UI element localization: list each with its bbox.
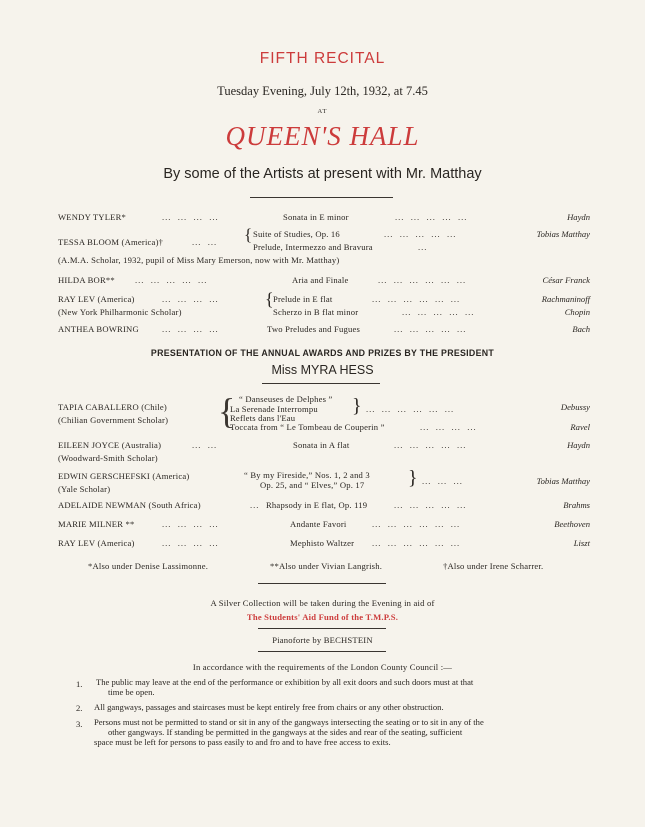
pianoforte-line: Pianoforte by BECHSTEIN (272, 635, 373, 645)
at-label: AT (317, 108, 328, 115)
footnote: **Also under Vivian Langrish. (270, 561, 383, 571)
piece: Sonata in E minor (283, 212, 349, 222)
composer: Rachmaninoff (541, 294, 590, 304)
divider (262, 383, 380, 384)
subtitle: By some of the Artists at present with Mr. Matthay (163, 166, 482, 182)
collection-line: A Silver Collection will be taken during the Evening in aid of (210, 598, 435, 608)
composer: Brahms (563, 500, 590, 510)
performer: ADELAIDE NEWMAN (South Africa) (58, 500, 201, 510)
brace: { (218, 391, 236, 431)
leader-dots: ... (250, 500, 260, 510)
performer: WENDY TYLER* (58, 212, 127, 222)
composer: Bach (572, 324, 590, 334)
composer: Beethoven (554, 519, 590, 529)
brace: { (265, 289, 274, 309)
performer: EILEEN JOYCE (Australia) (58, 440, 162, 450)
piece: Andante Favori (290, 519, 347, 529)
piece: Toccata from “ Le Tombeau de Couperin ” (230, 422, 385, 432)
piece: Prelude in E flat (273, 294, 333, 304)
piece: Scherzo in B flat minor (273, 307, 359, 317)
composer: Tobias Matthay (536, 476, 590, 486)
brace: } (352, 395, 362, 417)
leader-dots: ... ... ... ... ... ... (372, 538, 461, 548)
divider (250, 197, 393, 198)
piece: Sonata in A flat (293, 440, 350, 450)
performer-note: (Yale Scholar) (58, 484, 111, 494)
piece: Suite of Studies, Op. 16 (253, 229, 340, 239)
piece: La Serenade Interrompu (230, 404, 318, 414)
performer: MARIE MILNER ** (58, 519, 135, 529)
divider (258, 583, 386, 584)
leader-dots: ... ... ... ... ... (402, 307, 475, 317)
leader-dots: ... ... ... ... ... (135, 275, 208, 285)
leader-dots: ... ... ... ... (162, 519, 219, 529)
brace: } (408, 467, 418, 489)
divider (258, 651, 386, 652)
leader-dots: ... ... ... ... ... ... (372, 294, 461, 304)
collection-fund: The Students' Aid Fund of the T.M.P.S. (246, 612, 399, 622)
venue-title: QUEEN'S HALL (225, 121, 420, 151)
piece: Aria and Finale (292, 275, 349, 285)
leader-dots: ... ... ... ... (162, 324, 219, 334)
regulation-line: other gangways. If standing be permitted in the gangways at the sides and rear of the seating, sufficient (108, 727, 463, 737)
composer: Liszt (573, 538, 590, 548)
performer: TESSA BLOOM (America)† (58, 237, 164, 247)
leader-dots: ... ... ... ... (420, 422, 477, 432)
recital-title: FIFTH RECITAL (259, 50, 386, 67)
performer-note: (A.M.A. Scholar, 1932, pupil of Miss Mary Emerson, now with Mr. Matthay) (58, 255, 340, 265)
performer-note: (Woodward-Smith Scholar) (58, 453, 158, 463)
piece: “ By my Fireside,” Nos. 1, 2 and 3 (244, 470, 370, 480)
leader-dots: ... ... ... ... ... (394, 500, 467, 510)
leader-dots: ... ... ... ... ... ... (372, 519, 461, 529)
leader-dots: ... (418, 242, 428, 252)
regulation-line: The public may leave at the end of the performance or exhibition by all exit doors and such doors must at that (96, 677, 474, 687)
regulation-number: 1. (76, 679, 83, 689)
performer: ANTHEA BOWRING (58, 324, 139, 334)
performer: EDWIN GERSCHEFSKI (America) (58, 471, 190, 481)
footnote: *Also under Denise Lassimonne. (88, 561, 209, 571)
performer-note: (Chilian Government Scholar) (58, 415, 169, 425)
leader-dots: ... ... ... (422, 476, 463, 486)
leader-dots: ... ... ... ... (162, 294, 219, 304)
leader-dots: ... ... ... ... ... (394, 324, 467, 334)
piece: Reflets dans l'Eau (230, 413, 296, 423)
composer: Tobias Matthay (536, 229, 590, 239)
piece: Op. 25, and “ Elves,” Op. 17 (260, 480, 365, 490)
regulation-line: All gangways, passages and staircases must be kept entirely free from chairs or any other obstruction. (94, 702, 444, 712)
regulation-number: 3. (76, 719, 83, 729)
footnote: †Also under Irene Scharrer. (443, 561, 544, 571)
regulation-line: time be open. (108, 687, 155, 697)
composer: Debussy (560, 402, 590, 412)
divider (258, 628, 386, 629)
composer: César Franck (542, 275, 590, 285)
leader-dots: ... ... ... ... (162, 212, 219, 222)
performer: HILDA BOR** (58, 275, 115, 285)
regulation-number: 2. (76, 703, 83, 713)
piece: “ Danseuses de Delphes ” (239, 394, 333, 404)
piece: Prelude, Intermezzo and Bravura (253, 242, 373, 252)
president-name: Miss MYRA HESS (271, 363, 374, 377)
date-line: Tuesday Evening, July 12th, 1932, at 7.45 (217, 84, 428, 98)
leader-dots: ... ... ... ... ... ... (378, 275, 467, 285)
leader-dots: ... ... ... ... (162, 538, 219, 548)
leader-dots: ... ... (192, 237, 218, 247)
presentation-line: PRESENTATION OF THE ANNUAL AWARDS AND PRIZES BY THE PRESIDENT (150, 348, 495, 358)
performer: RAY LEV (America) (58, 538, 135, 548)
brace: { (244, 225, 253, 244)
leader-dots: ... ... ... ... ... ... (366, 404, 455, 414)
piece: Rhapsody in E flat, Op. 119 (266, 500, 368, 510)
leader-dots: ... ... (192, 440, 218, 450)
performer-note: (New York Philharmonic Scholar) (58, 307, 182, 317)
performer: TAPIA CABALLERO (Chile) (58, 402, 167, 412)
performer: RAY LEV (America) (58, 294, 135, 304)
piece: Two Preludes and Fugues (267, 324, 361, 334)
composer: Ravel (570, 422, 590, 432)
regulation-line: space must be left for persons to pass easily to and fro and to have free access to exits. (94, 737, 391, 747)
regulations-intro: In accordance with the requirements of the London County Council :— (192, 662, 453, 672)
leader-dots: ... ... ... ... ... (395, 212, 468, 222)
piece: Mephisto Waltzer (290, 538, 355, 548)
composer: Chopin (564, 307, 590, 317)
leader-dots: ... ... ... ... ... (384, 229, 457, 239)
composer: Haydn (567, 440, 590, 450)
leader-dots: ... ... ... ... ... (394, 440, 467, 450)
composer: Haydn (567, 212, 590, 222)
regulation-line: Persons must not be permitted to stand or sit in any of the gangways intersecting the seating or to sit in any of the (94, 717, 484, 727)
